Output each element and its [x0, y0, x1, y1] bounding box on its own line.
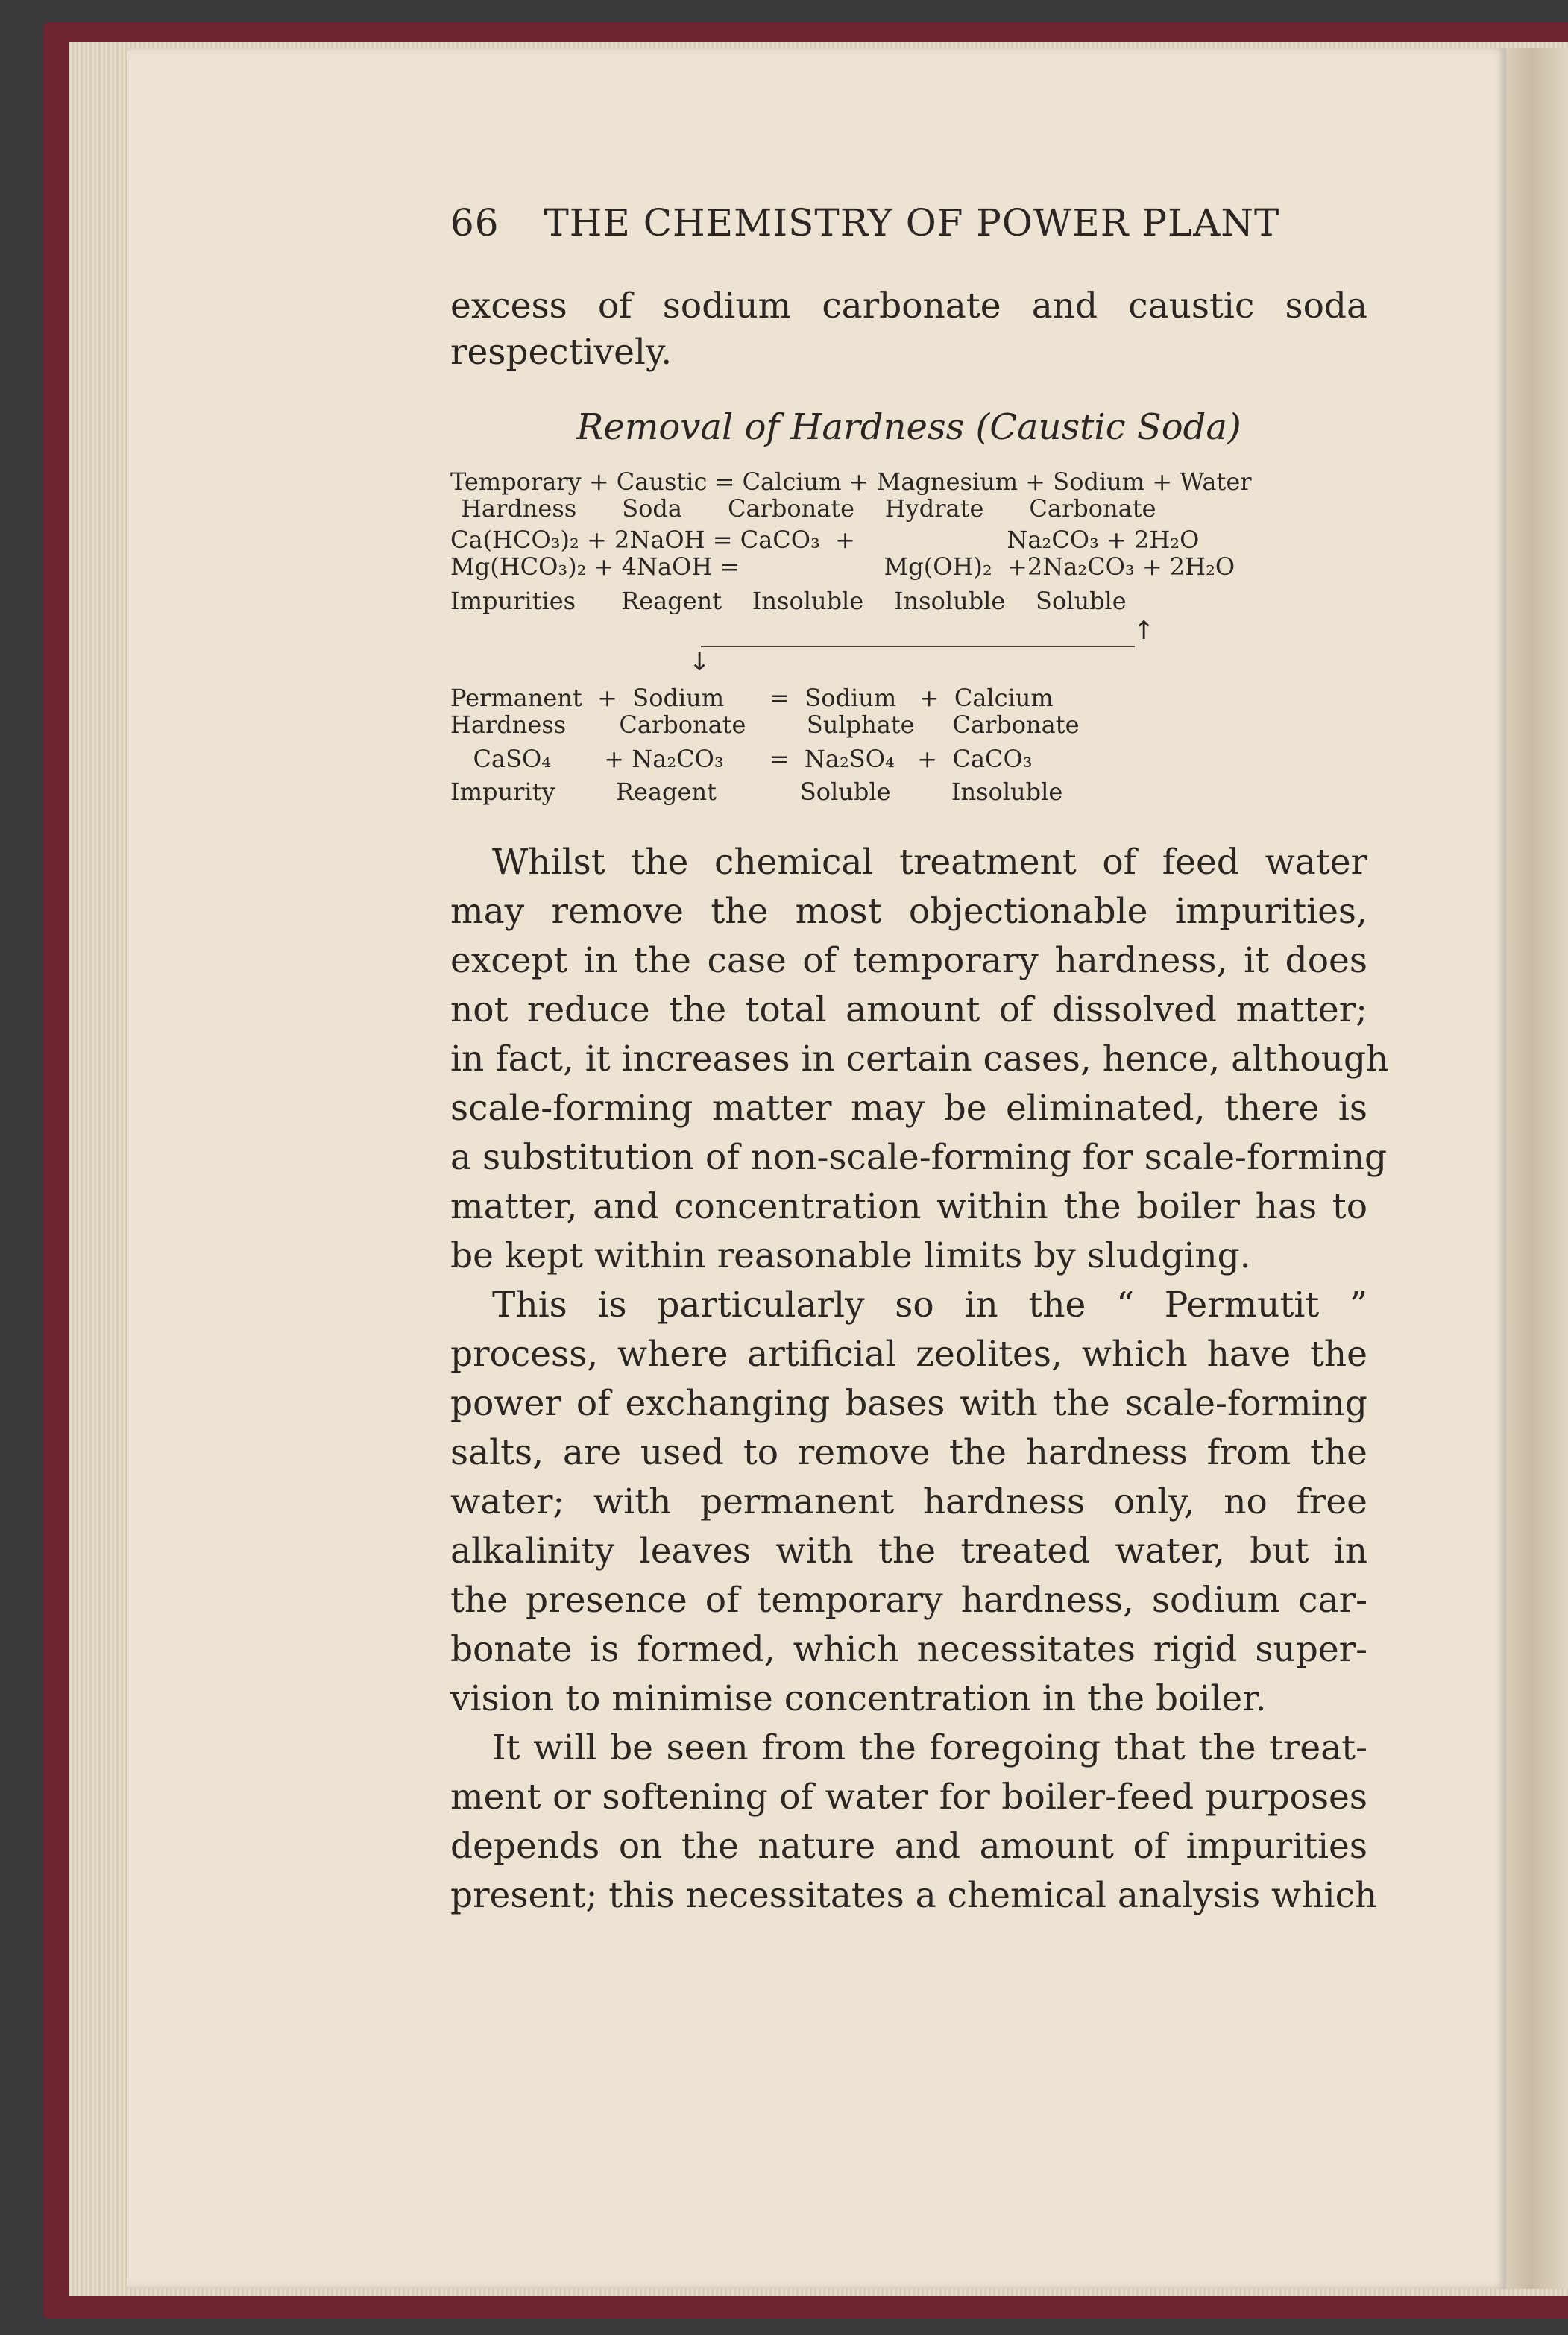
paragraph-line: except in the case of temporary hardness, it does [450, 940, 1367, 981]
paragraph-line: may remove the most objectionable impurities, [450, 891, 1367, 932]
paragraph-line: depends on the nature and amount of impurities [450, 1826, 1367, 1867]
paragraph-line: vision to minimise concentration in the boiler. [450, 1678, 1267, 1719]
table1-eq1: Ca(HCO₃)₂ + 2NaOH = CaCO₃ + Na₂CO₃ + 2H₂O [450, 526, 1200, 554]
paragraph-line: bonate is formed, which necessitates rigid super- [450, 1629, 1367, 1670]
paragraph-line: power of exchanging bases with the scale-forming [450, 1383, 1367, 1424]
paragraph-line: water; with permanent hardness only, no free [450, 1481, 1367, 1522]
paragraph-line: This is particularly so in the “ Permutit ” [492, 1285, 1367, 1326]
connector-rule [701, 646, 1135, 647]
paragraph-line: matter, and concentration within the boiler has to [450, 1186, 1367, 1227]
table1-terms2: Hardness Soda Carbonate Hydrate Carbonate [461, 494, 1156, 523]
paragraph-line: not reduce the total amount of dissolved matter; [450, 989, 1367, 1030]
paragraph-line: be kept within reasonable limits by sludging. [450, 1235, 1251, 1276]
table2-eq: CaSO₄ + Na₂CO₃ = Na₂SO₄ + CaCO₃ [450, 745, 1033, 773]
page-number: 66 [450, 201, 500, 245]
table1-roles: Impurities Reagent Insoluble Insoluble Soluble [450, 587, 1127, 615]
paragraph-3 [450, 1724, 1378, 1920]
paragraph-line: It will be seen from the foregoing that the treat- [492, 1727, 1367, 1768]
paragraph-line: a substitution of non-scale-forming for scale-forming [450, 1137, 1388, 1178]
paragraph-line: salts, are used to remove the hardness from the [450, 1432, 1367, 1473]
paragraph-line: scale-forming matter may be eliminated, there is [450, 1088, 1367, 1129]
table2-terms2: Hardness Carbonate Sulphate Carbonate [450, 710, 1080, 739]
paragraph-line: the presence of temporary hardness, sodium car- [450, 1580, 1367, 1621]
intro-paragraph [450, 283, 1367, 376]
table1-terms: Temporary + Caustic = Calcium + Magnesium + Sodium + Water [450, 467, 1252, 496]
running-title: THE CHEMISTRY OF POWER PLANT [544, 201, 1280, 245]
paragraph-line: alkalinity leaves with the treated water, but in [450, 1531, 1367, 1572]
table2-roles: Impurity Reagent Soluble Insoluble [450, 778, 1063, 806]
arrow-down-icon: ↓ [689, 647, 711, 677]
paragraph-line: process, where artificial zeolites, which have the [450, 1334, 1367, 1375]
paragraph-1 [450, 838, 1389, 1281]
paragraph-line: ment or softening of water for boiler-feed purposes [450, 1777, 1367, 1818]
arrow-up-icon: ↑ [1133, 616, 1155, 646]
paragraph-line: present; this necessitates a chemical analysis which [450, 1875, 1378, 1916]
page-gutter [1506, 48, 1568, 2289]
paragraph-2 [450, 1281, 1367, 1724]
table1-eq2: Mg(HCO₃)₂ + 4NaOH = Mg(OH)₂ +2Na₂CO₃ + 2H₂O [450, 552, 1235, 581]
paragraph-line: Whilst the chemical treatment of feed water [492, 842, 1367, 883]
table-caption: Removal of Hardness (Caustic Soda) [576, 406, 1241, 448]
intro-line: excess of sodium carbonate and caustic soda [450, 286, 1367, 327]
running-head [450, 201, 1367, 245]
intro-line: respectively. [450, 332, 673, 373]
table2-terms: Permanent + Sodium = Sodium + Calcium [450, 684, 1054, 712]
paragraph-line: in fact, it increases in certain cases, hence, although [450, 1039, 1389, 1080]
